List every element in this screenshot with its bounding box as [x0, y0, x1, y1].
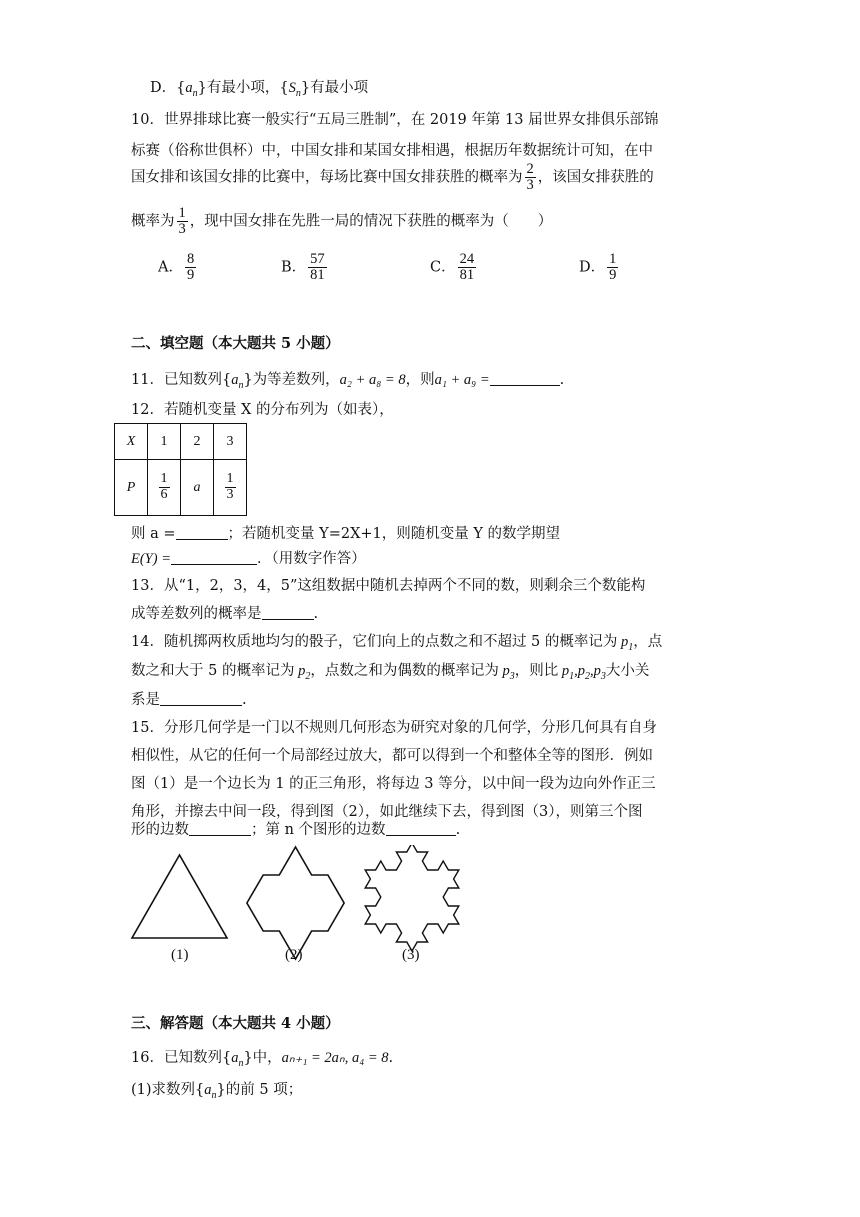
fraction: $\frac{2}{3}$ — [526, 161, 534, 194]
table-row — [115, 424, 247, 460]
text: 大小关 — [605, 663, 650, 679]
table-cell: X — [115, 424, 148, 460]
text: ，点数之和为偶数的概率记为 — [310, 663, 499, 679]
distribution-table — [114, 423, 247, 516]
text: 中， — [252, 1050, 282, 1066]
q10-line3 — [131, 162, 654, 193]
figure-1-triangle — [132, 855, 227, 938]
text: 14．随机掷两枚质地均匀的骰子，它们向上的点数之和不超过 5 的概率记为 — [131, 634, 618, 650]
option-d[interactable] — [579, 252, 620, 283]
text: ，现中国女排在先胜一局的情况下获胜的概率为（ ） — [189, 213, 553, 230]
option-label: A． — [158, 259, 183, 276]
table-cell: 1 — [148, 424, 181, 460]
section-2-title: 二、填空题（本大题共 5 小题） — [131, 335, 340, 352]
q11 — [131, 368, 564, 391]
text: 系是 — [131, 692, 160, 708]
option-label: B． — [281, 259, 307, 276]
option-b[interactable] — [281, 252, 329, 283]
text: 形的边数 — [131, 822, 189, 838]
section-3-title: 三、解答题（本大题共 4 小题） — [131, 1015, 340, 1032]
table-cell: $\frac{1}{6}$ — [148, 460, 181, 516]
text: 国女排和该国女排的比赛中，每场比赛中国女排获胜的概率为 — [131, 169, 523, 186]
q16 — [131, 1046, 393, 1069]
table-row — [115, 460, 247, 516]
figure-2-star — [247, 847, 344, 959]
text: 则 a = — [131, 526, 176, 542]
table-cell: $\frac{1}{3}$ — [214, 460, 247, 516]
text: ，该国女排获胜的 — [537, 169, 654, 186]
q15-line3: 图（1）是一个边长为 1 的正三角形，将每边 3 等分，以中间一段为边向外作正三 — [131, 776, 656, 792]
q15-line2: 相似性，从它的任何一个局部经过放大，都可以得到一个和整体全等的图形．例如 — [131, 748, 653, 764]
option-a[interactable] — [158, 252, 198, 283]
math-condition: a₂ + a₈ = 8 — [339, 372, 406, 388]
answer-blank[interactable] — [160, 691, 242, 706]
option-label: D． — [579, 259, 606, 276]
q12-line1: 12．若随机变量 X 的分布列为（如表）， — [131, 402, 394, 418]
table-cell: 2 — [181, 424, 214, 460]
text: ；若随机变量 Y=2X+1，则随机变量 Y 的数学期望 — [227, 526, 561, 542]
answer-blank[interactable] — [171, 550, 257, 565]
answer-blank[interactable] — [490, 371, 560, 386]
text: (1)求数列 — [131, 1082, 196, 1098]
fraction: $\frac{1}{9}$ — [609, 251, 617, 284]
option-c[interactable] — [430, 252, 478, 283]
q16-part1 — [131, 1078, 302, 1101]
answer-blank[interactable] — [262, 605, 314, 620]
q10-line4 — [131, 206, 552, 237]
text: 成等差数列的概率是 — [131, 606, 262, 622]
option-text: 有最小项 — [310, 80, 369, 96]
math-seq-sn: $\{S_n\}$ — [279, 80, 311, 99]
fraction: $\frac{1}{3}$ — [178, 205, 186, 238]
math-p123: $p_1,p_2,p_3$ — [558, 663, 606, 682]
option-label: D． — [150, 80, 177, 96]
q12-line2 — [131, 522, 560, 543]
figure-label-3: (3) — [402, 947, 420, 963]
q14-line3 — [131, 688, 247, 709]
answer-blank[interactable] — [189, 821, 251, 836]
fraction: $\frac{57}{81}$ — [310, 251, 325, 284]
q9-option-d — [150, 76, 368, 99]
text: . — [388, 1050, 394, 1066]
text: . — [313, 606, 319, 622]
q15-line1: 15．分形几何学是一门以不规则几何形态为研究对象的几何学，分形几何具有自身 — [131, 720, 657, 736]
option-label: C． — [430, 259, 456, 276]
fraction: $\frac{24}{81}$ — [459, 251, 475, 284]
text: ；第 n 个图形的边数 — [251, 822, 386, 838]
math-p2: $p_2$ — [294, 663, 311, 682]
fractal-figures — [0, 845, 860, 985]
math-expression: E(Y) = — [131, 551, 171, 567]
text: . — [455, 822, 461, 838]
text: ，则比 — [514, 663, 559, 679]
q14-line1 — [131, 630, 662, 653]
text: 为等差数列， — [252, 372, 340, 388]
math-expression: a₁ + a₉ = — [434, 372, 490, 388]
option-text: 有最小项， — [206, 80, 280, 96]
math-p1: $p_1$ — [617, 634, 634, 653]
math-seq-an: $\{a_n\}$ — [221, 372, 253, 391]
q14-line2 — [131, 659, 649, 682]
text: 概率为 — [131, 213, 175, 230]
fraction: $\frac{8}{9}$ — [186, 251, 195, 284]
text: 16．已知数列 — [131, 1050, 222, 1066]
text: ．（用数字作答） — [257, 551, 366, 567]
q13-line2 — [131, 602, 318, 623]
figure-label-1: (1) — [171, 947, 189, 963]
text: ，则 — [405, 372, 435, 388]
math-seq-an: $\{a_n\}$ — [195, 1082, 226, 1101]
math-seq-an: $\{a_n\}$ — [176, 80, 207, 99]
answer-blank[interactable] — [176, 525, 228, 540]
text: 11．已知数列 — [131, 372, 222, 388]
math-seq-an: $\{a_n\}$ — [221, 1050, 253, 1069]
q12-line3 — [131, 547, 366, 568]
math-p3: $p_3$ — [498, 663, 515, 682]
figure-label-2: (2) — [285, 947, 303, 963]
q15-line5 — [131, 818, 460, 839]
text: ，点 — [633, 634, 663, 650]
q13-line1: 13．从“1，2，3，4，5”这组数据中随机去掉两个不同的数，则剩余三个数能构 — [131, 578, 646, 594]
text: 的前 5 项； — [225, 1082, 303, 1098]
text: . — [559, 372, 565, 388]
text: . — [242, 692, 247, 708]
figure-3-snowflake — [365, 845, 459, 951]
text: 数之和大于 5 的概率记为 — [131, 663, 295, 679]
q15-line4: 角形，并擦去中间一段，得到图（2），如此继续下去，得到图（3），则第三个图 — [131, 804, 643, 820]
table-cell: a — [181, 460, 214, 516]
q10-line1: 10．世界排球比赛一般实行“五局三胜制”，在 2019 年第 13 届世界女排俱乐部锦 — [131, 112, 659, 128]
math-condition: aₙ₊₁ = 2aₙ, a₄ = 8 — [281, 1050, 389, 1066]
table-cell: 3 — [214, 424, 247, 460]
table-cell: P — [115, 460, 148, 516]
q10-line2: 标赛（俗称世俱杯）中，中国女排和某国女排相遇，根据历年数据统计可知，在中 — [131, 143, 653, 159]
answer-blank[interactable] — [386, 821, 456, 836]
